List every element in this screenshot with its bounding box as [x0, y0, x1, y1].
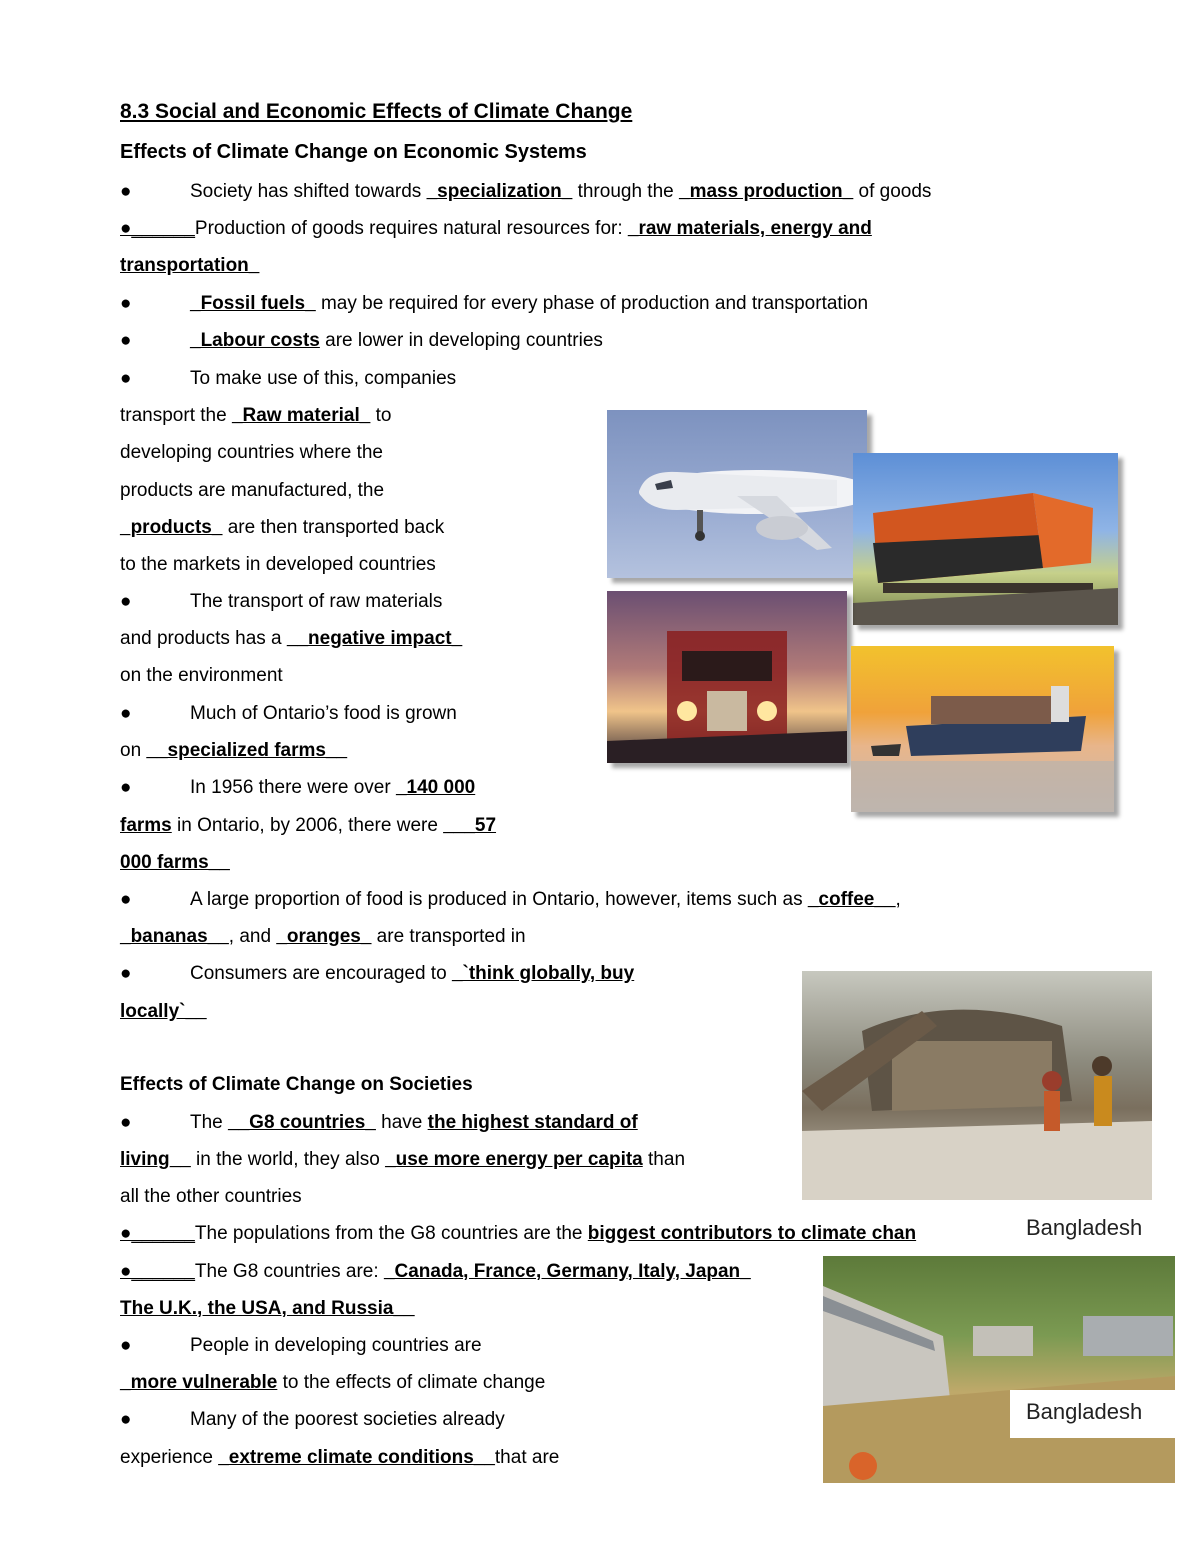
line-coffee: A large proportion of food is produced in Ontario, however, items such as _coffee__, — [190, 889, 901, 910]
bullet: ● — [120, 293, 132, 314]
line-fossil-fuels: _Fossil fuels_ may be required for every phase of production and transportation — [190, 293, 869, 314]
line-contributors: ●______The populations from the G8 countries are the biggest contributors to climate chan — [120, 1223, 917, 1244]
line-g8: The __G8 countries_ have the highest standard of — [190, 1112, 638, 1133]
line-all-countries: all the other countries — [120, 1186, 302, 1207]
bullet: ● — [120, 1409, 132, 1430]
line-specialization: Society has shifted towards _specialization_ through the _mass production_ of goods — [190, 181, 932, 202]
line-poorest: Many of the poorest societies already — [190, 1409, 505, 1430]
line-manufactured: products are manufactured, the — [120, 480, 385, 501]
line-markets: to the markets in developed countries — [120, 554, 436, 575]
line-living: living__ in the world, they also _use more energy per capita than — [120, 1149, 686, 1170]
caption-bangladesh-1: Bangladesh — [1016, 1213, 1152, 1243]
line-developing: developing countries where the — [120, 442, 384, 463]
bullet: ● — [120, 368, 132, 389]
line-g8-list: ●______The G8 countries are: _Canada, France, Germany, Italy, Japan_ — [120, 1261, 751, 1282]
caption-bangladesh-2: Bangladesh — [1010, 1390, 1185, 1438]
line-negative-impact: and products has a __negative impact_ — [120, 628, 463, 649]
truck-image — [607, 591, 847, 763]
line-vulnerable: _more vulnerable to the effects of climate change — [120, 1372, 546, 1393]
line-specialized-farms: on __specialized farms__ — [120, 740, 348, 761]
bullet: ● — [120, 591, 132, 612]
line-uk-usa: The U.K., the USA, and Russia__ — [120, 1298, 415, 1319]
bullet: ● — [120, 181, 132, 202]
line-transport-raw: The transport of raw materials — [190, 591, 443, 612]
line-companies: To make use of this, companies — [190, 368, 457, 389]
line-products: _products_ are then transported back — [120, 517, 445, 538]
bullet: ● — [120, 889, 132, 910]
bullet: ● — [120, 330, 132, 351]
line-ontario-food: Much of Ontario’s food is grown — [190, 703, 457, 724]
line-raw-material: transport the _Raw material_ to — [120, 405, 392, 426]
section-heading-economic: Effects of Climate Change on Economic Systems — [120, 141, 587, 163]
section-heading-societies: Effects of Climate Change on Societies — [120, 1074, 473, 1095]
bullet: ● — [120, 963, 132, 984]
line-think-globally: Consumers are encouraged to _`think globally, buy — [190, 963, 635, 984]
bullet: ● — [120, 777, 132, 798]
bangladesh-village-image — [802, 971, 1152, 1200]
line-bananas: _bananas__, and _oranges_ are transported in — [120, 926, 526, 947]
line-natural-resources: ●______Production of goods requires natural resources for: _raw materials, energy and — [120, 218, 872, 239]
line-transportation: transportation_ — [120, 255, 260, 276]
line-developing-people: People in developing countries are — [190, 1335, 482, 1356]
line-labour-costs: _Labour costs are lower in developing countries — [190, 330, 603, 351]
line-57000-farms: 000 farms__ — [120, 852, 230, 873]
bangladesh-flood-image — [823, 1256, 1175, 1483]
line-extreme: experience _extreme climate conditions__that are — [120, 1447, 560, 1468]
line-environment: on the environment — [120, 665, 283, 686]
line-locally: locally`__ — [120, 1001, 207, 1022]
airplane-image — [607, 410, 867, 578]
page-title: 8.3 Social and Economic Effects of Climate Change — [120, 100, 633, 123]
train-image — [853, 453, 1118, 625]
bullet: ● — [120, 1112, 132, 1133]
bullet: ● — [120, 703, 132, 724]
cargo-ship-image — [851, 646, 1114, 812]
line-1956: In 1956 there were over _140 000 — [190, 777, 476, 798]
bullet: ● — [120, 1335, 132, 1356]
line-2006: farms in Ontario, by 2006, there were ___57 — [120, 815, 497, 836]
